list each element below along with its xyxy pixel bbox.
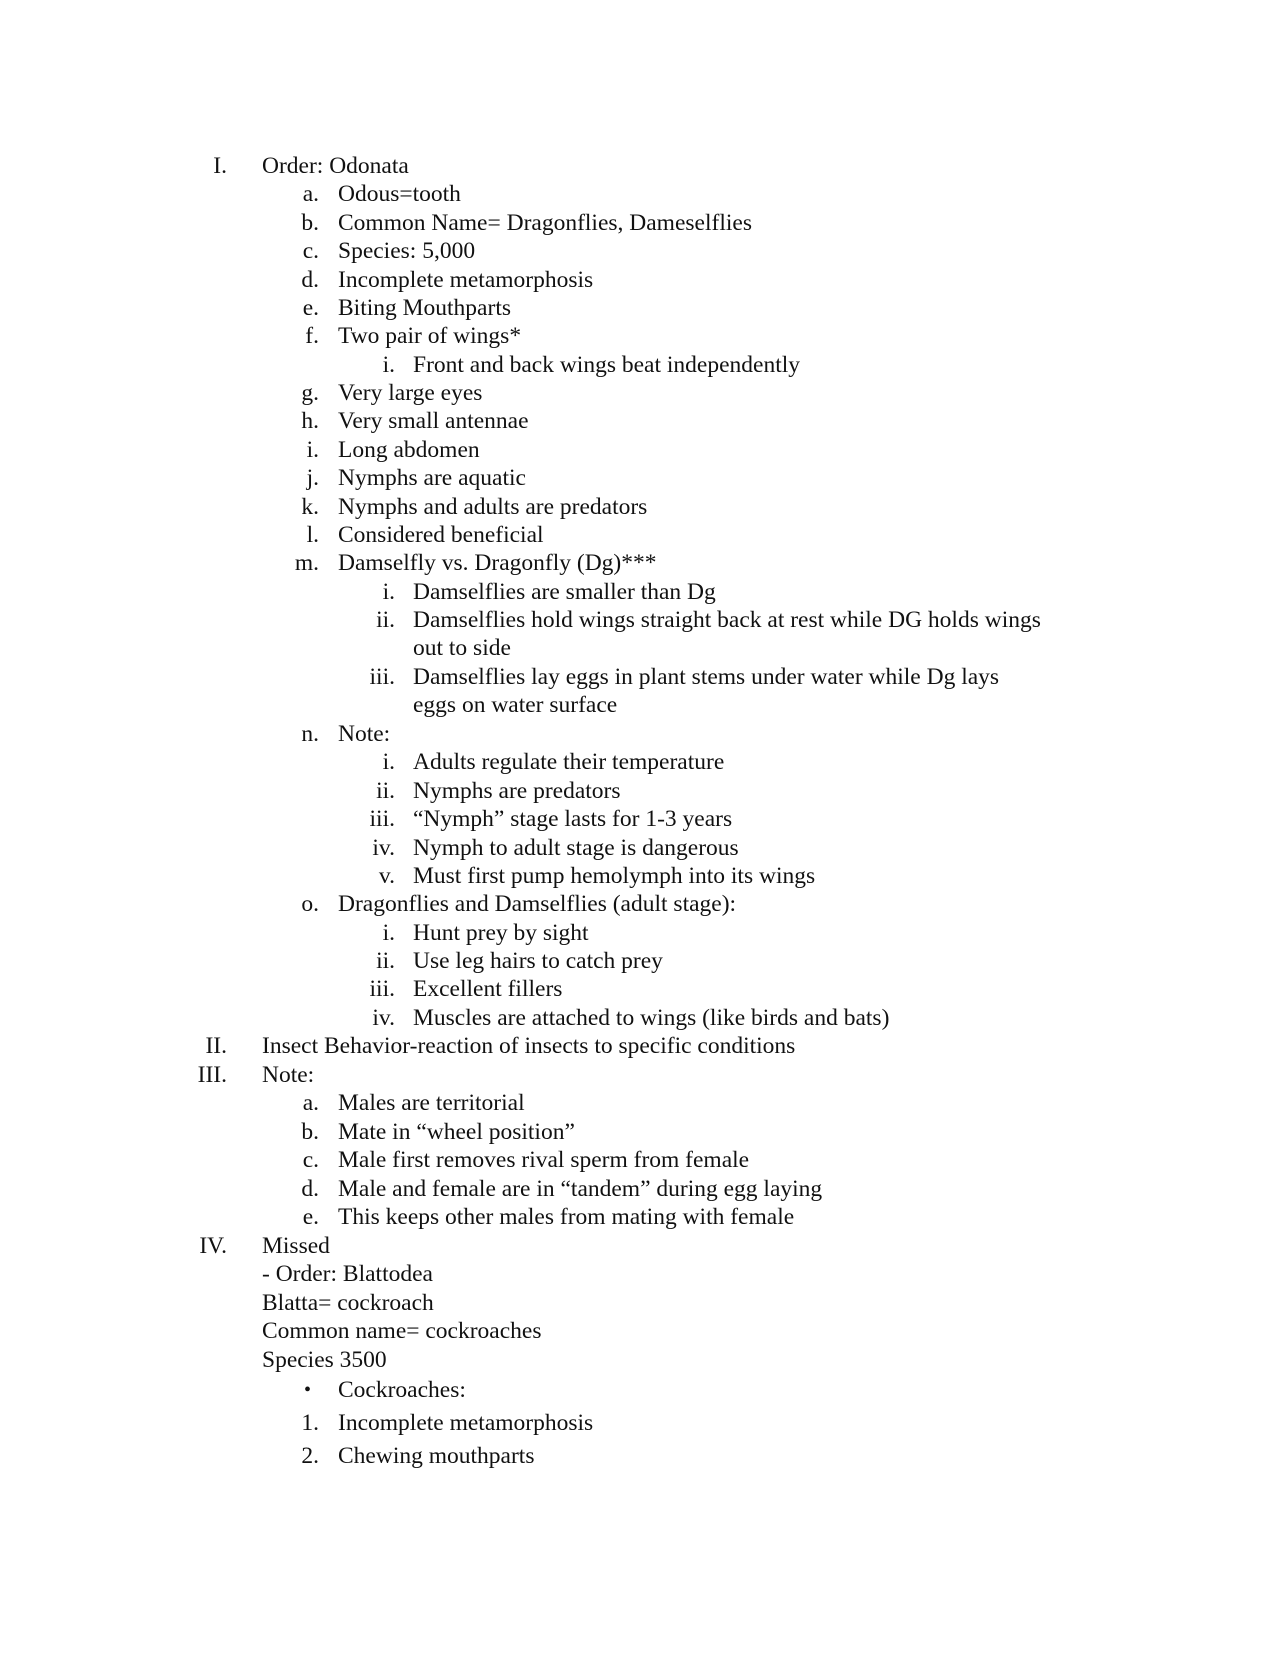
outline-marker: l. bbox=[306, 522, 319, 548]
outline-marker: m. bbox=[294, 550, 319, 576]
outline-marker: III. bbox=[197, 1062, 227, 1088]
outline-item bbox=[0, 890, 1280, 919]
outline-marker: iv. bbox=[372, 835, 395, 861]
outline-item bbox=[0, 919, 1280, 948]
outline-marker: f. bbox=[305, 323, 319, 349]
outline-marker: IV. bbox=[199, 1233, 227, 1259]
outline-marker: e. bbox=[302, 1204, 319, 1230]
outline-text: Odous=tooth bbox=[338, 181, 461, 207]
outline-item bbox=[0, 237, 1280, 266]
outline-marker: d. bbox=[301, 267, 319, 293]
outline-text: Two pair of wings* bbox=[338, 323, 522, 349]
outline-item bbox=[0, 294, 1280, 323]
outline-marker: h. bbox=[301, 408, 319, 434]
outline-marker: i. bbox=[382, 352, 395, 378]
outline-marker: iii. bbox=[369, 664, 395, 690]
outline-text: - Order: Blattodea bbox=[262, 1261, 433, 1287]
outline-item bbox=[0, 1118, 1280, 1147]
outline-marker: ii. bbox=[376, 778, 395, 804]
outline-text: Insect Behavior-reaction of insects to specific conditions bbox=[262, 1033, 796, 1059]
outline-item bbox=[0, 606, 1280, 635]
outline-text: Muscles are attached to wings (like birds and bats) bbox=[413, 1005, 890, 1031]
outline-item bbox=[0, 1032, 1280, 1061]
outline-item bbox=[0, 947, 1280, 976]
outline-text: eggs on water surface bbox=[413, 692, 618, 718]
outline-text: Damselflies hold wings straight back at rest while DG holds wings bbox=[413, 607, 1041, 633]
outline-item bbox=[0, 322, 1280, 351]
outline-marker: b. bbox=[301, 1119, 319, 1145]
outline-text: Damselflies lay eggs in plant stems under water while Dg lays bbox=[413, 664, 1000, 690]
outline-marker: c. bbox=[302, 238, 319, 264]
outline-text: Order: Odonata bbox=[262, 153, 409, 179]
outline-item bbox=[0, 1146, 1280, 1175]
outline-item bbox=[0, 407, 1280, 436]
outline-item bbox=[0, 777, 1280, 806]
outline-text: Dragonflies and Damselflies (adult stage): bbox=[338, 891, 737, 917]
outline-item bbox=[0, 1004, 1280, 1033]
outline-item bbox=[0, 720, 1280, 749]
outline-marker: ii. bbox=[376, 948, 395, 974]
outline-marker: a. bbox=[302, 1090, 319, 1116]
outline-item bbox=[0, 1061, 1280, 1090]
outline-marker: 1. bbox=[301, 1410, 319, 1436]
outline-marker: a. bbox=[302, 181, 319, 207]
outline-text: Species: 5,000 bbox=[338, 238, 476, 264]
outline-text: Nymph to adult stage is dangerous bbox=[413, 835, 739, 861]
outline-text: Excellent fillers bbox=[413, 976, 563, 1002]
outline-marker: iii. bbox=[369, 976, 395, 1002]
outline-item bbox=[0, 1289, 1280, 1318]
outline-item bbox=[0, 634, 1280, 663]
outline-text: Note: bbox=[262, 1062, 315, 1088]
outline-item bbox=[0, 464, 1280, 493]
outline-marker: d. bbox=[301, 1176, 319, 1202]
outline-marker: i. bbox=[306, 437, 319, 463]
outline-text: Adults regulate their temperature bbox=[413, 749, 725, 775]
outline-item bbox=[0, 1232, 1280, 1261]
outline-item bbox=[0, 493, 1280, 522]
outline-marker: g. bbox=[301, 380, 319, 406]
outline-text: Damselflies are smaller than Dg bbox=[413, 579, 716, 605]
bullet-marker: • bbox=[303, 1379, 311, 1401]
outline-item bbox=[0, 1317, 1280, 1346]
outline-item bbox=[0, 180, 1280, 209]
outline-text: Damselfly vs. Dragonfly (Dg)*** bbox=[338, 550, 657, 576]
outline-text: Cockroaches: bbox=[338, 1377, 466, 1403]
outline-text: Mate in “wheel position” bbox=[338, 1119, 575, 1145]
outline-marker: iv. bbox=[372, 1005, 395, 1031]
outline-item bbox=[0, 266, 1280, 295]
outline-marker: c. bbox=[302, 1147, 319, 1173]
outline-text: Common Name= Dragonflies, Dameselflies bbox=[338, 210, 752, 236]
outline-marker: e. bbox=[302, 295, 319, 321]
outline-item bbox=[0, 1260, 1280, 1289]
outline-marker: n. bbox=[301, 721, 319, 747]
outline-item bbox=[0, 379, 1280, 408]
outline-text: Nymphs are predators bbox=[413, 778, 621, 804]
outline-item bbox=[0, 1409, 1280, 1438]
outline-marker: o. bbox=[301, 891, 319, 917]
outline-marker: i. bbox=[382, 579, 395, 605]
outline-item bbox=[0, 663, 1280, 692]
outline-item bbox=[0, 748, 1280, 777]
outline-marker: 2. bbox=[301, 1443, 319, 1469]
outline-text: Hunt prey by sight bbox=[413, 920, 589, 946]
outline-text: Species 3500 bbox=[262, 1347, 387, 1373]
outline-marker: ii. bbox=[376, 607, 395, 633]
outline-text: Common name= cockroaches bbox=[262, 1318, 542, 1344]
outline-text: Incomplete metamorphosis bbox=[338, 267, 594, 293]
outline-text: Incomplete metamorphosis bbox=[338, 1410, 594, 1436]
outline-item bbox=[0, 351, 1280, 380]
outline-marker: b. bbox=[301, 210, 319, 236]
outline-item bbox=[0, 975, 1280, 1004]
outline-item bbox=[0, 209, 1280, 238]
outline-marker: i. bbox=[382, 920, 395, 946]
outline-text: Note: bbox=[338, 721, 391, 747]
outline-item bbox=[0, 1346, 1280, 1375]
outline-item bbox=[0, 578, 1280, 607]
outline-text: Very small antennae bbox=[338, 408, 529, 434]
outline-item bbox=[0, 834, 1280, 863]
outline-text: Missed bbox=[262, 1233, 330, 1259]
outline-text: Males are territorial bbox=[338, 1090, 525, 1116]
outline-item bbox=[0, 691, 1280, 720]
outline-marker: I. bbox=[213, 153, 227, 179]
outline-marker: II. bbox=[205, 1033, 227, 1059]
outline-text: Blatta= cockroach bbox=[262, 1290, 434, 1316]
outline-marker: v. bbox=[378, 863, 395, 889]
outline-text: “Nymph” stage lasts for 1-3 years bbox=[413, 806, 733, 832]
outline-marker: iii. bbox=[369, 806, 395, 832]
outline-text: Nymphs are aquatic bbox=[338, 465, 526, 491]
outline-item bbox=[0, 436, 1280, 465]
outline-text: Male first removes rival sperm from female bbox=[338, 1147, 750, 1173]
outline-text: Long abdomen bbox=[338, 437, 480, 463]
outline-item bbox=[0, 862, 1280, 891]
outline-item bbox=[0, 152, 1280, 181]
outline-marker: k. bbox=[301, 494, 319, 520]
outline-text: Chewing mouthparts bbox=[338, 1443, 535, 1469]
outline-text: Must first pump hemolymph into its wings bbox=[413, 863, 816, 889]
outline-marker: j. bbox=[306, 465, 319, 491]
outline-item bbox=[0, 1442, 1280, 1471]
outline-text: Very large eyes bbox=[338, 380, 483, 406]
outline-item bbox=[0, 521, 1280, 550]
outline-text: Considered beneficial bbox=[338, 522, 544, 548]
outline-item bbox=[0, 1203, 1280, 1232]
outline-text: out to side bbox=[413, 635, 511, 661]
outline-text: Biting Mouthparts bbox=[338, 295, 511, 321]
outline-item bbox=[0, 805, 1280, 834]
outline-text: Male and female are in “tandem” during egg laying bbox=[338, 1176, 823, 1202]
outline-item bbox=[0, 549, 1280, 578]
outline-item bbox=[0, 1089, 1280, 1118]
outline-text: Use leg hairs to catch prey bbox=[413, 948, 663, 974]
outline-item bbox=[0, 1376, 1280, 1405]
outline-text: Front and back wings beat independently bbox=[413, 352, 801, 378]
outline-text: This keeps other males from mating with female bbox=[338, 1204, 795, 1230]
outline-text: Nymphs and adults are predators bbox=[338, 494, 648, 520]
outline-item bbox=[0, 1175, 1280, 1204]
outline-marker: i. bbox=[382, 749, 395, 775]
